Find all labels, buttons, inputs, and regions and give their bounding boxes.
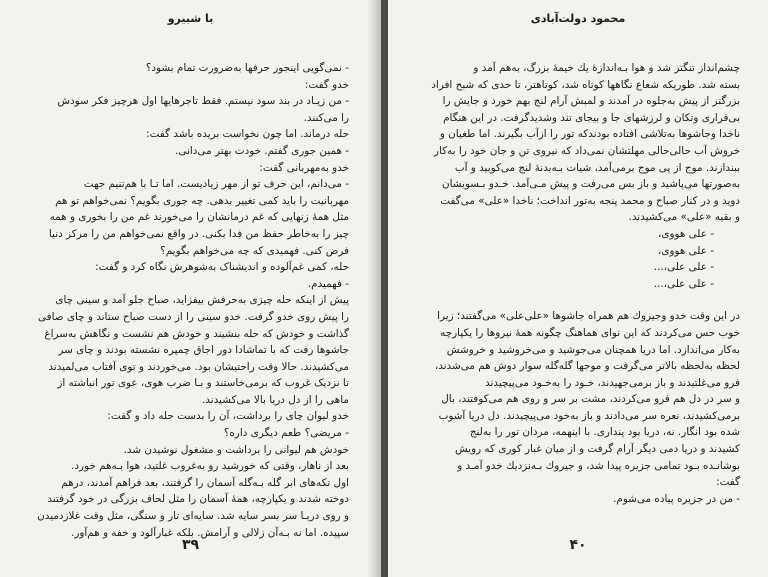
paragraph-gap <box>416 292 740 308</box>
text-line: سپیده. اما نه بـه‌آن زلالی و آرامش. بلکه غبارآلود و خفه و هم‌آور. <box>71 526 349 539</box>
text-line: - علی علی،... <box>653 261 714 274</box>
text-line: - علی هووی، <box>657 227 714 240</box>
text-line: برمی‌کشیدند، نعره سر می‌دادند و باز به‌خود می‌پیچیدند. دل دریا آشوب <box>438 409 740 422</box>
text-line: پیش از اینکه حله چیزی به‌حرفش بیفزاید، صباح جلو آمد و سینی چای <box>55 294 349 307</box>
text-line: دوید و در کنار صباح و محمد پنجه به‌تور انداخت؛ ناخدا «علی» می‌گفت <box>440 194 740 207</box>
text-line: در این وقت خدو وجیروك هم همراه جاشوها «علی‌علی» می‌گفتند؛ زیرا <box>437 310 740 323</box>
left-page-body <box>24 60 349 541</box>
text-line: بعد از ناهار، وقتی که خورشید رو به‌غروب غلتید، هوا بـه‌هم خورد. <box>71 460 349 473</box>
text-line: خدو لیوان چای را برداشت، آن را بدست حله داد و گفت: <box>107 410 349 423</box>
text-line: جاشوها رفت که با تماشادا دور اجاق چمپره نشسته بودند و چای سر <box>58 344 349 357</box>
text-line: - همین جوری گفتم. خودت بهتر می‌دانی. <box>175 144 349 157</box>
text-line: ناخدا وجاشوها به‌تلاشی افتاده بودندکه تور را ازآب بگیرند. اما طغیان و <box>439 128 740 141</box>
text-line: خروش آب حالی‌حالی مهلتشان نمی‌داد که نیروی تن و جان خود را به‌کار <box>433 144 740 157</box>
text-line: - می‌دانم، این حرف تو از مهر زیادیست. اما تـا با هم‌تنیم جهت <box>83 178 349 191</box>
gutter-shadow-left <box>367 0 381 577</box>
text-line: و روی دریـا سر بسر سایه شد. سایه‌ای تار و سنگی، مثل وقت غلازدمیدن <box>37 510 349 523</box>
text-line: فرو می‌غلتیدند و باز برمی‌جهیدند، خـود را به‌خـود می‌پیچیدند <box>485 376 740 389</box>
text-line: مهربانیت را باید کمی تغییر بدهی. چه جوری بگویم؟ نمی‌خواهم تو هم <box>55 194 349 207</box>
book-gutter <box>381 0 388 577</box>
text-line: حله، کمی غم‌آلوده و اندیشناک به‌شوهرش نگاه کرد و گفت: <box>95 261 349 274</box>
text-line: گفت: <box>716 476 740 489</box>
text-line: چشم‌انداز تنگتر شد و هوا بـه‌اندازهٔ یك خیمهٔ بزرگ، به‌هم آمد و <box>473 62 740 74</box>
text-line: تا نزدیک غروب که برمی‌خاستند و بـا ضرب هوی، عوی تور انباشته از <box>57 377 349 390</box>
text-line: - علی علی،... <box>653 277 714 290</box>
text-line: اول تکه‌های ابر گله بـه‌گله آسمان را گرفتند، بعد فراهم آمدند، درهم <box>61 476 349 489</box>
text-line: خوب حس می‌کردند که این نوای هماهنگ چگونه همهٔ نیروها را یکپارچه <box>440 326 740 339</box>
text-line: فرض کنی. فهمیدی که چه می‌خواهم بگویم؟ <box>160 244 349 257</box>
text-line: به‌صورتها می‌پاشید و باز بس می‌رفت و پیش مـی‌آمد. خـدو بـسویشان <box>441 178 740 191</box>
text-line: را می‌کنند. <box>303 111 349 124</box>
text-line: و بقیه «علی» می‌کشیدند. <box>628 211 740 224</box>
text-line: بسته شد. طوریکه شعاع نگاهها کوتاه شد، کوتاهتر، تا حدی که شبح افراد <box>431 78 740 91</box>
text-line: گذاشت و خودش که حله بنشیند و خودش هم نشست و نگاهش به‌سراغ <box>44 327 349 340</box>
text-line: چیز را به‌خاطر حفظ من فدا بکنی. در واقع نمی‌خواهم من را مرکز دنیا <box>48 227 349 240</box>
text-line: - من در جزیره پیاده می‌شوم. <box>613 492 740 505</box>
text-line: خودش هم لیوانی را برداشت و مشغول نوشیدن شد. <box>123 443 349 456</box>
text-line: مثل همهٔ زنهایی که غم درمانشان را می‌خورند غم من را بخوری و همه <box>49 211 349 224</box>
text-line: ماهی را از دل دریا بالا می‌کشیدند. <box>201 393 349 406</box>
text-line: می‌کشیدند. حالا وقت راحتیشان بود. می‌خوردند و توی آفتاب می‌لمیدند <box>48 360 349 373</box>
text-line: دوخته شدند و یکپارچه، همهٔ آسمان را مثل لحاف بزرگی در خود گرفتند <box>47 493 349 506</box>
text-line: به‌کار می‌اندازد. اما دریا همچنان می‌جوشید و می‌خروشید و خروشش <box>446 343 740 356</box>
right-page-body <box>416 60 740 507</box>
text-line: ببندازند. موج از پی موج برمی‌آمد، شیات بـه‌بدنهٔ لنج می‌کوبید و آب <box>454 161 740 174</box>
text-line: - نمی‌گویی اینجور حرفها به‌ضرورت تمام بشود؟ <box>145 62 349 74</box>
text-line: کشیدند و دریا دمی دیگر آرام گرفت و از میان غبار کوری که رویش <box>454 443 740 456</box>
text-line: بوشانـده بـود تمامی جزیره پیدا شد، و جیروك بـه‌نزدیك خدو آمـد و <box>457 459 740 472</box>
text-line: - فهمیدم. <box>307 277 349 290</box>
text-line: و سر در دل هم فرو می‌کردند، مشت بر سر و روی هم می‌کوفتند، بال <box>441 393 740 406</box>
text-line: - علی هووی، <box>657 244 714 257</box>
text-line: خدو به‌مهربانی گفت: <box>259 161 349 174</box>
left-page-number: ۳۹ <box>181 537 200 553</box>
text-line: خدو گفت: <box>304 78 349 91</box>
text-line: شده بود انگار. نه، دریا بود پنداری. با اینهمه، مردان تور را به‌لنج <box>469 426 740 439</box>
left-page <box>0 0 381 577</box>
right-page <box>388 0 768 577</box>
text-line: لحظه به‌لحظه بالاتر می‌گرفت و موجها گله‌گله سوار دوش هم می‌شدند، <box>434 360 740 373</box>
right-page-number: ۴۰ <box>569 537 587 553</box>
text-line: بی‌قراری وتکان و لرزشهای جا و بیجای تند وشدیدگرفت. در این هنگام <box>443 111 740 124</box>
left-page-header: با شبیرو <box>167 12 214 25</box>
text-line: حله درماند. اما چون نخواست بریده باشد گفت: <box>146 128 349 141</box>
text-line: بزرگتر از پیش به‌جلوه در آمدند و لمبش آرام لنج بهم خورد و جایش را <box>442 95 740 108</box>
text-line: - من زیـاد در بند سود نیستم. فقط تاجرها‌یها اول هرچیز فکر سودش <box>57 95 349 108</box>
text-line: - مریضی؟ طعم دیگری داره؟ <box>223 427 349 440</box>
text-line: را پیش روی خدو گرفت. خدو سینی را از دست صباح ستاند و چای صافی <box>37 310 349 323</box>
right-page-header: محمود دولت‌آبادی <box>530 12 626 25</box>
